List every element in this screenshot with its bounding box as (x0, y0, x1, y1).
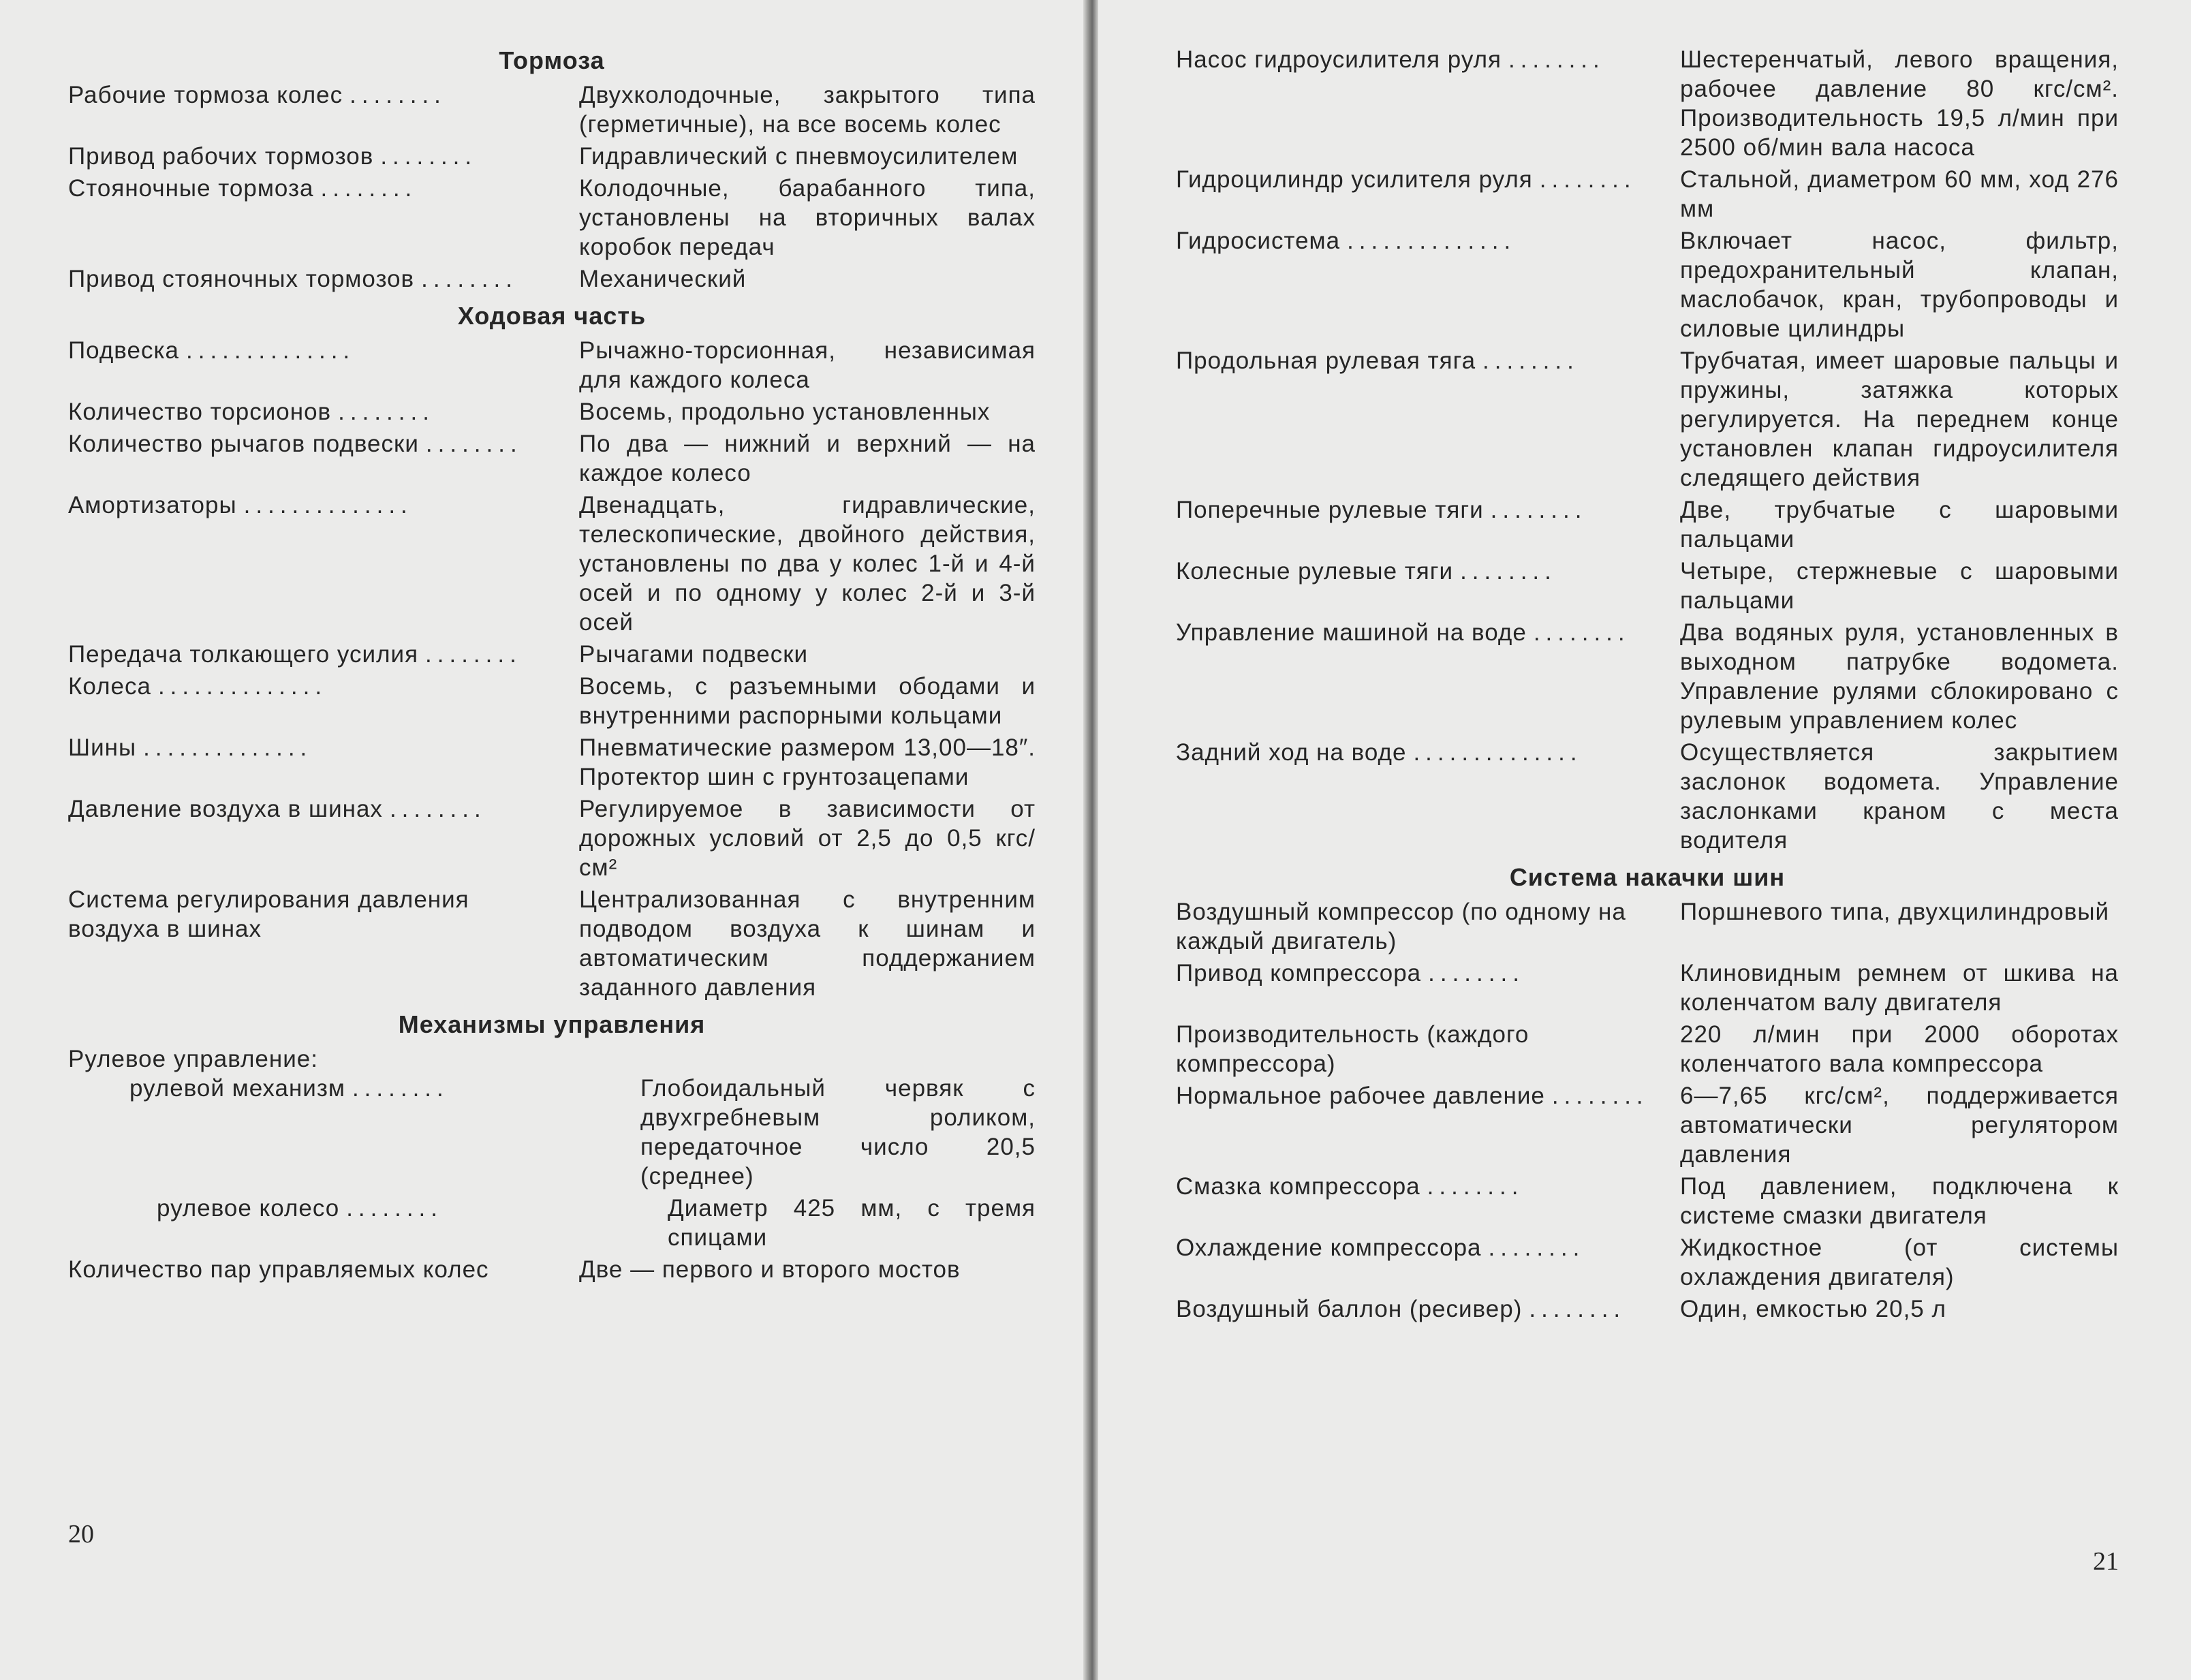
spec-value: Восемь, с разъемными ободами и внутренними распорными кольцами (579, 673, 1036, 729)
spec-term: Колеса (68, 673, 151, 700)
spec-value: Гидравлический с пневмоусилителем (579, 143, 1019, 170)
spec-term: Стояночные тормоза (68, 175, 314, 202)
spec-value: Шестеренчатый, левого вращения, рабочее давление 80 кгс/см². Производительность 19,5 л/мин при 2500 об/мин вала насоса (1680, 46, 2119, 161)
spec-value: Стальной, диаметром 60 мм, ход 276 мм (1680, 166, 2119, 222)
spec-row: Продольная рулевая тяга ........ Трубчатая, имеет шаровые пальцы и пружины, затяжка которых регулируется. На переднем конце установлен клапан гидроусилителя следящего действия (1176, 347, 2119, 491)
spec-value: Глобоидальный червяк с двухгребневым роликом, передаточное число 20,5 (среднее) (640, 1075, 1036, 1189)
spec-value: Четыре, стержневые с шаровыми пальцами (1680, 558, 2119, 614)
spec-value: Пневматические размером 13,00—18″. Протектор шин с грунтозацепами (579, 734, 1036, 790)
spec-value: Жидкостное (от системы охлаждения двигателя) (1680, 1234, 2119, 1290)
spec-value: Клиновидным ремнем от шкива на коленчатом валу двигателя (1680, 960, 2119, 1016)
spec-term: Привод рабочих тормозов (68, 143, 374, 170)
spec-term: Смазка компрессора (1176, 1173, 1420, 1200)
spec-value: Двенадцать, гидравлические, телескопические, двойного действия, установлены по два у колес 1-й и 4-й осей и по одному у колес 2-й и 3-й осей (579, 492, 1036, 636)
section-title-chassis: Ходовая часть (457, 302, 647, 330)
spec-value: Осуществляется закрытием заслонок водомета. Управление заслонками краном с места водителя (1680, 739, 2119, 854)
spec-row: Управление машиной на воде ........ Два водяных руля, установленных в выходном патрубке водомета. Управление рулями сблокировано с рулевым управлением колес (1176, 619, 2119, 734)
spec-value: Рычагами подвески (579, 641, 809, 668)
spec-row: Смазка компрессора ........ Под давлением, подключена к системе смазки двигателя (1176, 1173, 2119, 1229)
section-title-inflation: Система накачки шин (1509, 863, 1786, 891)
book-gutter (1083, 0, 1098, 1680)
spec-term: Рабочие тормоза колес (68, 82, 343, 108)
spec-row: рулевое колесо ........ Диаметр 425 мм, с тремя спицами (157, 1195, 1036, 1251)
spec-term: Шины (68, 734, 137, 761)
spec-value: Один, емкостью 20,5 л (1680, 1296, 1946, 1322)
inflation-list (1176, 897, 2119, 1324)
spec-row: Количество торсионов ........ Восемь, продольно установленных (68, 397, 1036, 426)
spec-term: Воздушный компрессор (по одному на каждый двигатель) (1176, 899, 1626, 954)
spec-value: Восемь, продольно установленных (579, 399, 991, 425)
spec-term: Колесные рулевые тяги (1176, 558, 1454, 585)
spec-row (1176, 897, 2119, 956)
spec-term: Подвеска (68, 337, 179, 364)
spec-row: рулевой механизм ........ Глобоидальный червяк с двухгребневым роликом, передаточное число 20,5 (среднее) (129, 1075, 1036, 1189)
spec-row: Рабочие тормоза колес ........ Двухколодочные, закрытого типа (герметичные), на все восемь колес (68, 82, 1036, 138)
spec-value: 220 л/мин при 2000 оборотах коленчатого вала компрессора (1680, 1021, 2119, 1077)
spec-term: Гидросистема (1176, 228, 1341, 254)
spec-term: Насос гидроусилителя руля (1176, 46, 1502, 73)
spec-term: Продольная рулевая тяга (1176, 347, 1476, 374)
spec-row: Охлаждение компрессора ........ Жидкостное (от системы охлаждения двигателя) (1176, 1234, 2119, 1290)
spec-row: Количество рычагов подвески ........ По два — нижний и верхний — на каждое колесо (68, 431, 1036, 486)
left-page (0, 0, 1083, 1680)
spec-term: Привод стояночных тормозов (68, 266, 415, 292)
brakes-list (68, 80, 1036, 294)
spec-term: рулевое колесо (157, 1195, 340, 1222)
right-page (1098, 0, 2191, 1680)
spec-row: Поперечные рулевые тяги ........ Две, трубчатые с шаровыми пальцами (1176, 497, 2119, 553)
steering-hydraulics-list (1176, 45, 2119, 855)
spec-term: Производительность (каждого компрессора) (1176, 1021, 1529, 1077)
spec-row: Передача толкающего усилия ........ Рычагами подвески (68, 640, 1036, 669)
spec-term: Количество рычагов подвески (68, 431, 419, 457)
spec-value: Две — первого и второго мостов (579, 1256, 961, 1283)
spec-row: Насос гидроусилителя руля ........ Шестеренчатый, левого вращения, рабочее давление 80 кгс/см². Производительность 19,5 л/мин при 2500 об/мин вала насоса (1176, 46, 2119, 161)
spec-row: Стояночные тормоза ........ Колодочные, барабанного типа, установлены на вторичных валах коробок передач (68, 175, 1036, 260)
spec-row: Гидроцилиндр усилителя руля ........ Стальной, диаметром 60 мм, ход 276 мм (1176, 166, 2119, 222)
spec-row: Гидросистема .............. Включает насос, фильтр, предохранительный клапан, маслобачок, кран, трубопроводы и силовые цилиндры (1176, 228, 2119, 342)
controls-list (68, 1074, 1036, 1284)
page-number-left: 20 (68, 1520, 94, 1549)
section-title-brakes: Тормоза (499, 46, 605, 74)
spec-value: Диаметр 425 мм, с тремя спицами (668, 1195, 1036, 1251)
spec-row: Колеса .............. Восемь, с разъемными ободами и внутренними распорными кольцами (68, 673, 1036, 729)
spec-term: Поперечные рулевые тяги (1176, 497, 1484, 523)
spec-row (68, 885, 1036, 1002)
spec-value: Поршневого типа, двухцилиндровый (1680, 899, 2110, 925)
spec-row: Подвеска .............. Рычажно-торсионная, независимая для каждого колеса (68, 337, 1036, 393)
spec-value: 6—7,65 кгс/см², поддерживается автоматически регулятором давления (1680, 1083, 2119, 1168)
spec-value: Включает насос, фильтр, предохранительный клапан, маслобачок, кран, трубопроводы и силовые цилиндры (1680, 228, 2119, 342)
spec-term: Количество торсионов (68, 399, 332, 425)
spec-term: Задний ход на воде (1176, 739, 1407, 766)
spec-row: Привод рабочих тормозов ........ Гидравлический с пневмоусилителем (68, 142, 1036, 171)
spec-term: Система регулирования давления воздуха в шинах (68, 886, 469, 942)
spec-term: Нормальное рабочее давление (1176, 1083, 1545, 1109)
spec-term: Воздушный баллон (ресивер) (1176, 1296, 1523, 1322)
spec-value: Рычажно-торсионная, независимая для каждого колеса (579, 337, 1036, 393)
spec-term: рулевой механизм (129, 1075, 345, 1102)
spec-row: Привод компрессора ........ Клиновидным ремнем от шкива на коленчатом валу двигателя (1176, 960, 2119, 1016)
chassis-list (68, 336, 1036, 1002)
spec-term: Количество пар управляемых колес (68, 1256, 489, 1283)
spec-value: Централизованная с внутренним подводом воздуха к шинам и автоматическим поддержанием заданного давления (579, 886, 1036, 1001)
steering-heading: Рулевое управление: (68, 1046, 318, 1072)
spec-row: Шины .............. Пневматические размером 13,00—18″. Протектор шин с грунтозацепами (68, 734, 1036, 790)
spec-value: Трубчатая, имеет шаровые пальцы и пружины, затяжка которых регулируется. На переднем конце установлен клапан гидроусилителя следящего действия (1680, 347, 2119, 491)
spec-row: Задний ход на воде .............. Осуществляется закрытием заслонок водомета. Управление заслонками краном с места водителя (1176, 739, 2119, 854)
spec-row (68, 1255, 1036, 1284)
spec-value: Под давлением, подключена к системе смазки двигателя (1680, 1173, 2119, 1229)
spec-row: Давление воздуха в шинах ........ Регулируемое в зависимости от дорожных условий от 2,5 до 0,5 кгс/см² (68, 796, 1036, 881)
spec-value: Регулируемое в зависимости от дорожных условий от 2,5 до 0,5 кгс/см² (579, 796, 1036, 881)
spec-value: Две, трубчатые с шаровыми пальцами (1680, 497, 2119, 553)
spec-row: Привод стояночных тормозов ........ Механический (68, 264, 1036, 294)
spec-term: Гидроцилиндр усилителя руля (1176, 166, 1533, 193)
spec-value: Двухколодочные, закрытого типа (герметичные), на все восемь колес (579, 82, 1036, 138)
spec-row: Воздушный баллон (ресивер) ........ Один, емкостью 20,5 л (1176, 1294, 2119, 1324)
spec-term: Охлаждение компрессора (1176, 1234, 1482, 1261)
spec-value: Два водяных руля, установленных в выходном патрубке водомета. Управление рулями сблокировано с рулевым управлением колес (1680, 619, 2119, 734)
spec-row: Амортизаторы .............. Двенадцать, гидравлические, телескопические, двойного действия, установлены по два у колес 1-й и 4-й осей и по одному у колес 2-й и 3-й осей (68, 492, 1036, 636)
section-title-controls: Механизмы управления (398, 1010, 706, 1038)
spec-term: Управление машиной на воде (1176, 619, 1527, 646)
spec-row (1176, 1020, 2119, 1078)
spec-value: По два — нижний и верхний — на каждое колесо (579, 431, 1036, 486)
page-number-right: 21 (2093, 1547, 2119, 1576)
spec-term: Привод компрессора (1176, 960, 1422, 986)
spec-term: Давление воздуха в шинах (68, 796, 383, 822)
spec-term: Передача толкающего усилия (68, 641, 419, 668)
spec-row: Колесные рулевые тяги ........ Четыре, стержневые с шаровыми пальцами (1176, 558, 2119, 614)
spec-term: Амортизаторы (68, 492, 237, 518)
spec-value: Механический (579, 266, 747, 292)
spec-row: Нормальное рабочее давление ........ 6—7,65 кгс/см², поддерживается автоматически регулятором давления (1176, 1083, 2119, 1168)
spec-value: Колодочные, барабанного типа, установлены на вторичных валах коробок передач (579, 175, 1036, 260)
